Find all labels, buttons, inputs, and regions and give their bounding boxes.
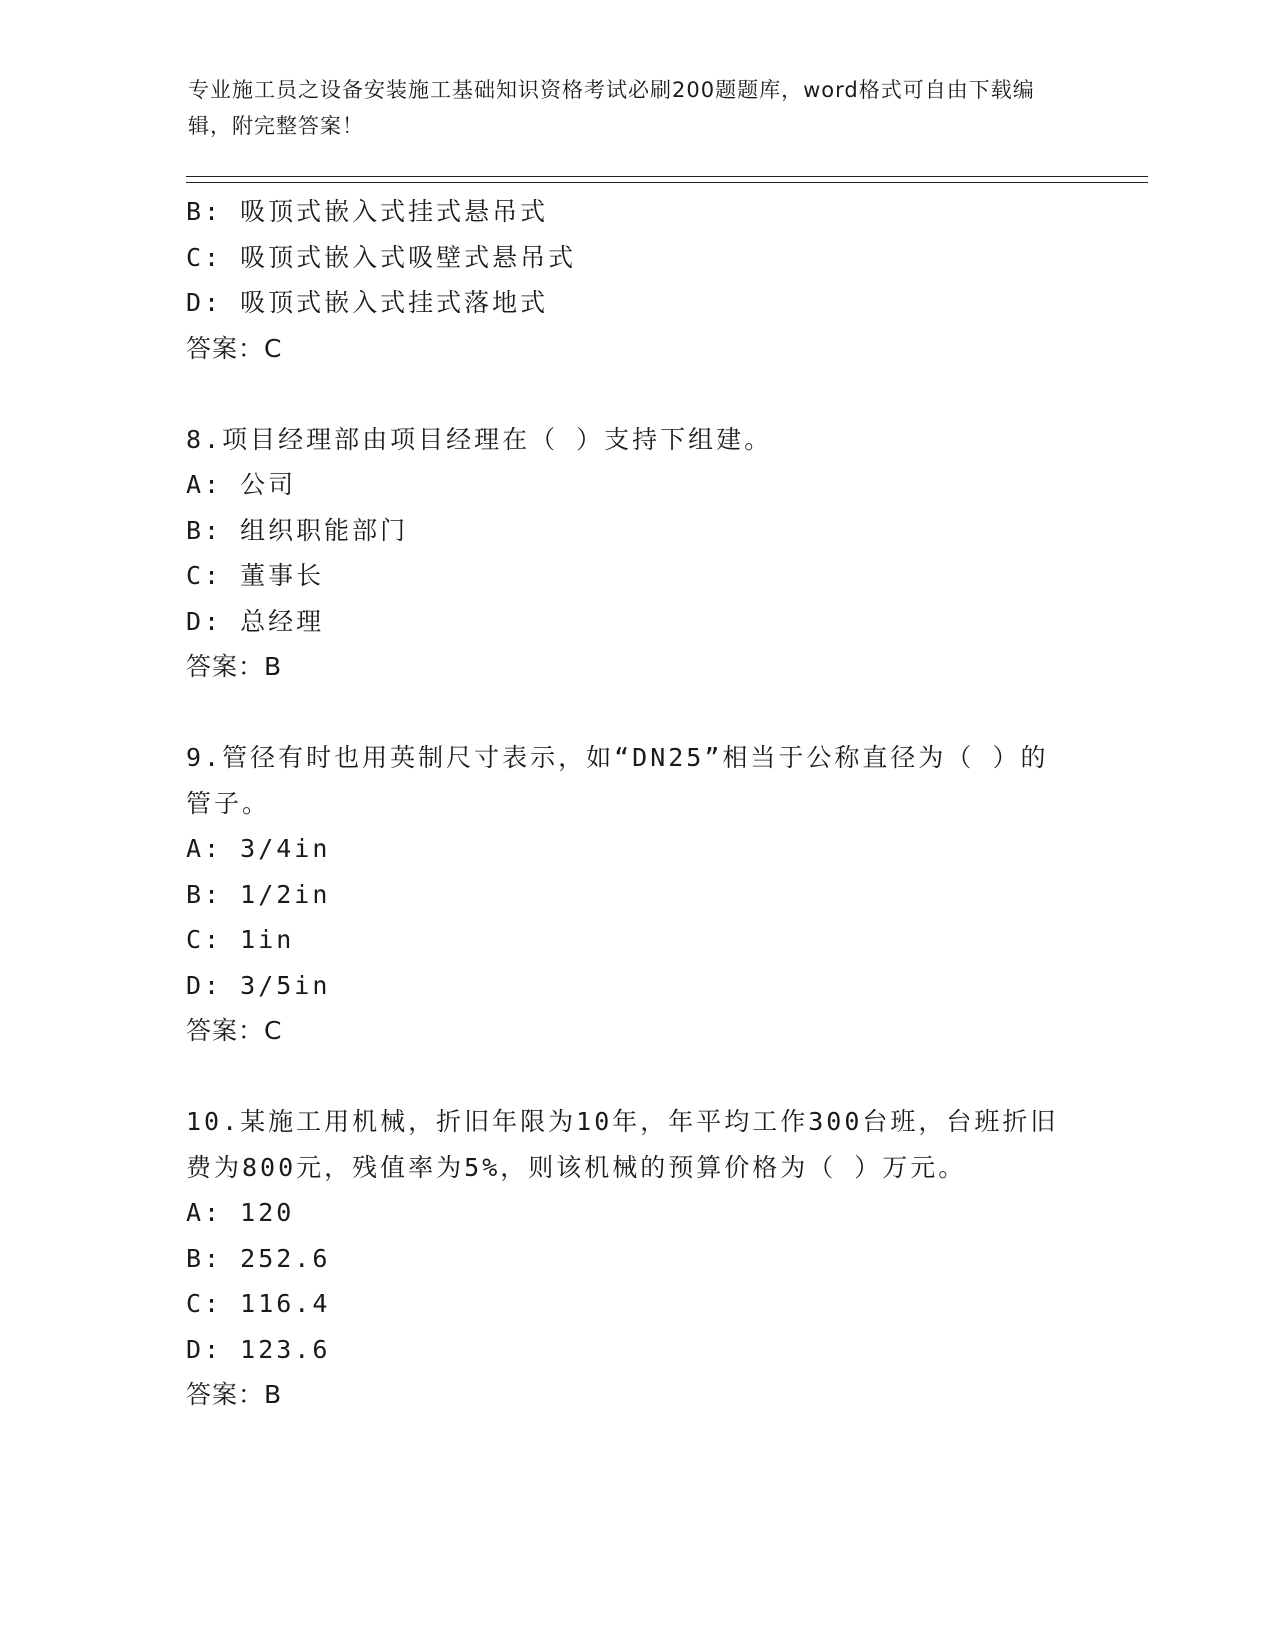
spacer [186,1054,1086,1100]
spacer [186,371,1086,417]
option-d: D: 123.6 [186,1334,331,1364]
question-text: 8.项目经理部由项目经理在（ ）支持下组建。 [186,424,773,454]
option-d: D: 吸顶式嵌入式挂式落地式 [186,288,549,317]
question-block-8 [186,417,1086,690]
option-b: B: 组织职能部门 [186,515,409,545]
option-c: C: 116.4 [186,1289,331,1318]
header-divider-top [186,176,1148,177]
answer-line: 答案：C [186,333,283,363]
option-d: D: 3/5in [186,970,331,1000]
question-text: 10.某施工用机械，折旧年限为10年，年平均工作300台班，台班折旧费为800元，残值率为5%，则该机械的预算价格为（ ）万元。 [186,1107,1059,1182]
question-block-9 [186,735,1086,1054]
answer-line: 答案：C [186,1016,283,1045]
option-c: C: 1in [186,925,295,954]
option-a: A: 3/4in [186,834,331,863]
document-header: 专业施工员之设备安装施工基础知识资格考试必刷200题题库，word格式可自由下载编辑，附完整答案！ [188,78,1035,138]
question-list [186,189,1086,1418]
answer-line: 答案：B [186,1380,283,1409]
option-a: A: 公司 [186,470,297,499]
option-b: B: 1/2in [186,879,331,909]
answer-line: 答案：B [186,652,283,681]
spacer [186,690,1086,736]
question-text: 9.管径有时也用英制尺寸表示，如“DN25”相当于公称直径为（ ）的管子。 [186,743,1049,818]
option-c: C: 吸顶式嵌入式吸壁式悬吊式 [186,242,577,272]
option-a: A: 120 [186,1198,295,1227]
option-b: B: 吸顶式嵌入式挂式悬吊式 [186,197,549,226]
option-b: B: 252.6 [186,1243,331,1273]
header-divider-bottom [186,182,1148,183]
option-d: D: 总经理 [186,606,325,636]
question-block-10 [186,1099,1086,1418]
option-c: C: 董事长 [186,561,325,590]
question-block-prev [186,189,1086,371]
